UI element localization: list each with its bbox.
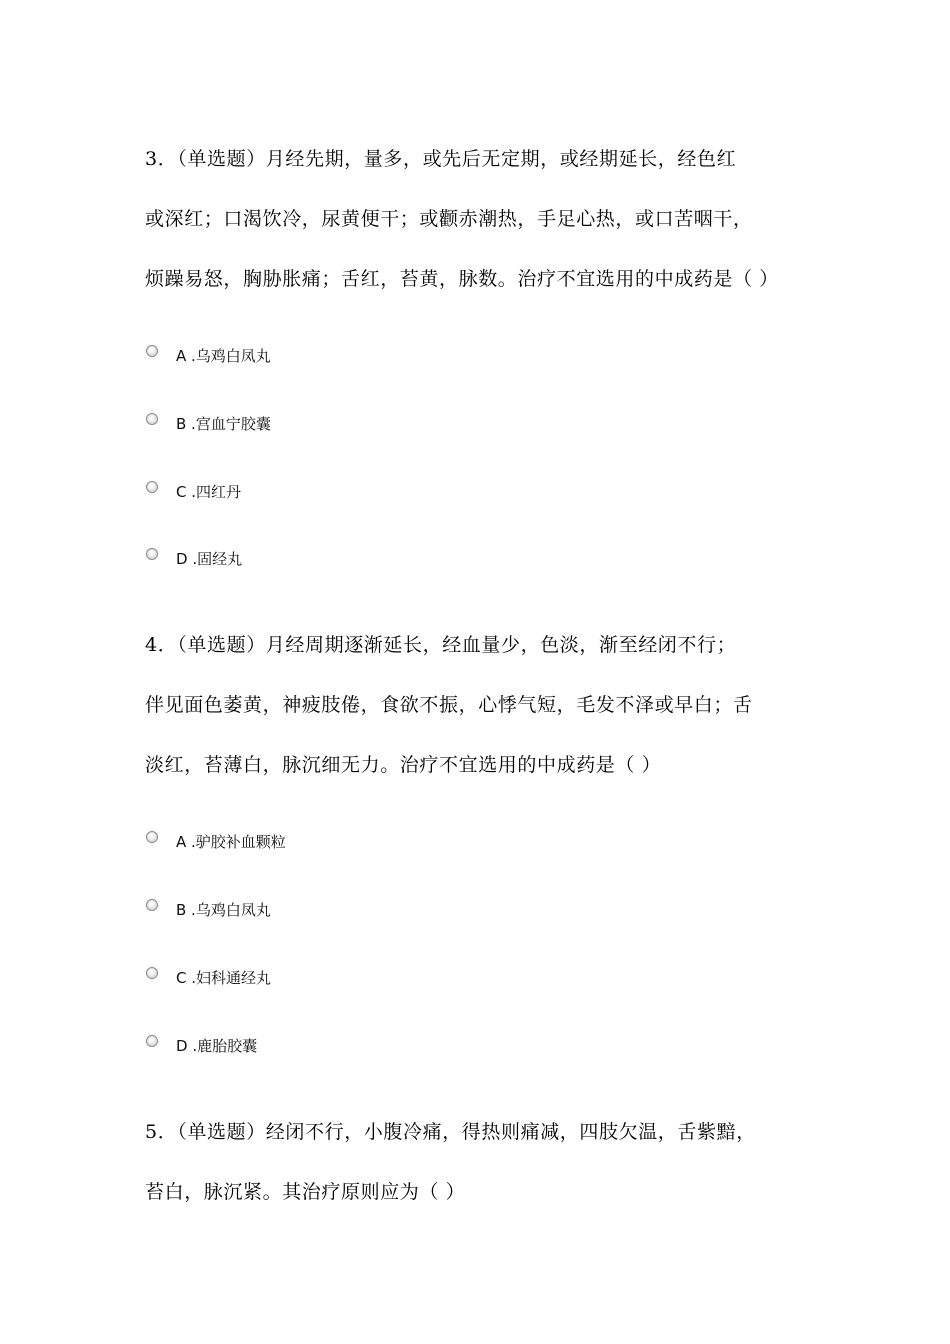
question-4-line-3: 淡红，苔薄白，脉沉细无力。治疗不宜选用的中成药是（ ） bbox=[145, 754, 662, 776]
option-label: B .宫血宁胶囊 bbox=[176, 414, 271, 433]
question-4-line-2: 伴见面色萎黄，神疲肢倦，食欲不振，心悸气短，毛发不泽或早白；舌 bbox=[145, 694, 753, 716]
option-label: A .乌鸡白凤丸 bbox=[176, 346, 271, 365]
question-4-line-1: 4．（单选题）月经周期逐渐延长，经血量少，色淡，渐至经闭不行； bbox=[145, 634, 737, 656]
option-label: C .妇科通经丸 bbox=[176, 968, 272, 987]
question-3-line-2: 或深红；口渴饮冷，尿黄便干；或颧赤潮热，手足心热，或口苦咽干， bbox=[145, 208, 753, 230]
question-5-line-1: 5．（单选题）经闭不行，小腹冷痛，得热则痛减，四肢欠温，舌紫黯， bbox=[145, 1121, 756, 1143]
radio-button-icon[interactable] bbox=[146, 345, 158, 357]
radio-button-icon[interactable] bbox=[146, 548, 158, 560]
radio-button-icon[interactable] bbox=[146, 899, 158, 911]
question-4-option-b[interactable] bbox=[146, 898, 271, 920]
radio-button-icon[interactable] bbox=[146, 413, 158, 425]
question-3-line-1: 3．（单选题）月经先期，量多，或先后无定期，或经期延长，经色红 bbox=[145, 148, 737, 170]
question-4-option-c[interactable] bbox=[146, 966, 271, 988]
question-3-option-c[interactable] bbox=[146, 480, 241, 502]
question-4-option-a[interactable] bbox=[146, 830, 286, 852]
option-label: C .四红丹 bbox=[176, 482, 242, 501]
radio-button-icon[interactable] bbox=[146, 481, 158, 493]
question-3-option-d[interactable] bbox=[146, 547, 242, 569]
option-label: D .鹿胎胶囊 bbox=[176, 1036, 258, 1055]
question-3-line-3: 烦躁易怒，胸胁胀痛；舌红，苔黄，脉数。治疗不宜选用的中成药是（ ） bbox=[145, 268, 779, 290]
question-4-option-d[interactable] bbox=[146, 1034, 257, 1056]
question-3-option-b[interactable] bbox=[146, 412, 271, 434]
radio-button-icon[interactable] bbox=[146, 1035, 158, 1047]
question-5-line-2: 苔白，脉沉紧。其治疗原则应为（ ） bbox=[145, 1181, 466, 1203]
radio-button-icon[interactable] bbox=[146, 967, 158, 979]
radio-button-icon[interactable] bbox=[146, 831, 158, 843]
option-label: D .固经丸 bbox=[176, 549, 243, 568]
option-label: B .乌鸡白凤丸 bbox=[176, 900, 271, 919]
option-label: A .驴胶补血颗粒 bbox=[176, 832, 286, 851]
question-3-option-a[interactable] bbox=[146, 344, 271, 366]
